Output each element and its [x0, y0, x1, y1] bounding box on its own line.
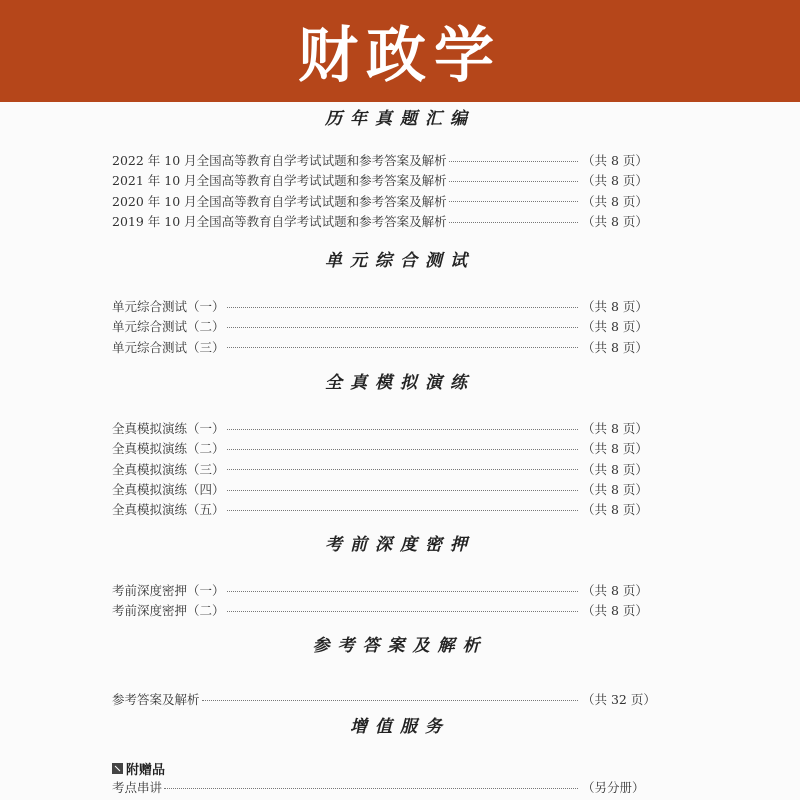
section-final-prediction: [0, 531, 800, 621]
toc-entry-pages: （共 8 页）: [582, 173, 648, 189]
toc-entry-pages: （共 8 页）: [582, 153, 648, 169]
section-answers: [0, 632, 800, 709]
section-past-exams: [0, 105, 800, 231]
dot-leader: [449, 161, 578, 162]
section-title: 单元综合测试: [325, 251, 475, 271]
dot-leader: [227, 469, 578, 470]
toc-entry-label: 全真模拟演练（四）: [112, 482, 225, 498]
toc-entry-pages: （共 8 页）: [582, 441, 648, 457]
dot-leader: [227, 591, 578, 592]
toc-entry-pages: （共 8 页）: [582, 214, 648, 230]
toc-entry-label: 2021 年 10 月全国高等教育自学考试试题和参考答案及解析: [112, 173, 447, 189]
dot-leader: [227, 490, 578, 491]
dot-leader: [449, 201, 578, 202]
toc-entry-pages: （共 8 页）: [582, 482, 648, 498]
toc-entry[interactable]: [112, 479, 648, 499]
toc-entry-label: 单元综合测试（一）: [112, 299, 225, 315]
toc-entry-pages: （共 8 页）: [582, 502, 648, 518]
toc-entry-label: 考前深度密押（二）: [112, 603, 225, 619]
gift-label: 附赠品: [126, 762, 166, 778]
toc-entry[interactable]: [112, 211, 648, 231]
toc-entry[interactable]: [112, 777, 645, 797]
toc-entry-label: 全真模拟演练（二）: [112, 441, 225, 457]
dot-leader: [449, 181, 578, 182]
dot-leader: [202, 700, 578, 701]
toc-entry-pages: （共 8 页）: [582, 319, 648, 335]
toc-entry[interactable]: [112, 689, 656, 709]
toc-entry-pages: （另分册）: [582, 780, 645, 796]
toc-entry-pages: （共 32 页）: [582, 692, 656, 708]
section-title: 全真模拟演练: [325, 373, 475, 393]
dot-leader: [449, 222, 578, 223]
toc-entry-pages: （共 8 页）: [582, 583, 648, 599]
dot-leader: [227, 449, 578, 450]
toc-entry[interactable]: [112, 170, 648, 190]
dot-leader: [227, 347, 578, 348]
section-mock-exams: [0, 369, 800, 519]
dot-leader: [227, 307, 578, 308]
toc-entry-pages: （共 8 页）: [582, 299, 648, 315]
page-title: 财政学: [298, 21, 502, 91]
toc-entry-label: 考前深度密押（一）: [112, 583, 225, 599]
section-unit-tests: [0, 247, 800, 357]
toc-entry[interactable]: [112, 150, 648, 170]
toc-entry[interactable]: [112, 499, 648, 519]
toc-entry[interactable]: [112, 438, 648, 458]
toc-entry-pages: （共 8 页）: [582, 421, 648, 437]
dot-leader: [227, 611, 578, 612]
toc-entry[interactable]: [112, 459, 648, 479]
toc-entry-label: 全真模拟演练（三）: [112, 461, 225, 477]
section-value-added: [0, 713, 800, 797]
toc-entry[interactable]: [112, 296, 648, 316]
toc-entry-label: 2019 年 10 月全国高等教育自学考试试题和参考答案及解析: [112, 214, 447, 230]
toc-entry-label: 2020 年 10 月全国高等教育自学考试试题和参考答案及解析: [112, 193, 447, 209]
dot-leader: [227, 327, 578, 328]
toc-entry[interactable]: [112, 191, 648, 211]
toc-entry-label: 全真模拟演练（五）: [112, 502, 225, 518]
toc-entry-label: 单元综合测试（三）: [112, 339, 225, 355]
dot-leader: [227, 510, 578, 511]
toc-entry-label: 参考答案及解析: [112, 692, 200, 708]
toc-entry[interactable]: [112, 580, 648, 600]
toc-entry-label: 全真模拟演练（一）: [112, 421, 225, 437]
dot-leader: [227, 429, 578, 430]
toc-entry-label: 2022 年 10 月全国高等教育自学考试试题和参考答案及解析: [112, 153, 447, 169]
toc-entry-pages: （共 8 页）: [582, 339, 648, 355]
header-banner: [0, 0, 800, 102]
gift-heading: [112, 759, 800, 777]
dot-leader: [164, 788, 578, 789]
toc-entry[interactable]: [112, 337, 648, 357]
section-title: 增值服务: [350, 717, 450, 737]
section-title: 历年真题汇编: [325, 109, 475, 129]
checkbox-icon: [112, 763, 123, 774]
toc-entry-pages: （共 8 页）: [582, 461, 648, 477]
toc-entry-pages: （共 8 页）: [582, 603, 648, 619]
toc-entry[interactable]: [112, 418, 648, 438]
section-title: 参考答案及解析: [312, 636, 488, 656]
toc-entry-label: 考点串讲: [112, 780, 163, 796]
toc-entry-pages: （共 8 页）: [582, 193, 648, 209]
toc-entry-label: 单元综合测试（二）: [112, 319, 225, 335]
toc-entry[interactable]: [112, 316, 648, 336]
section-title: 考前深度密押: [325, 535, 475, 555]
toc-entry[interactable]: [112, 600, 648, 620]
